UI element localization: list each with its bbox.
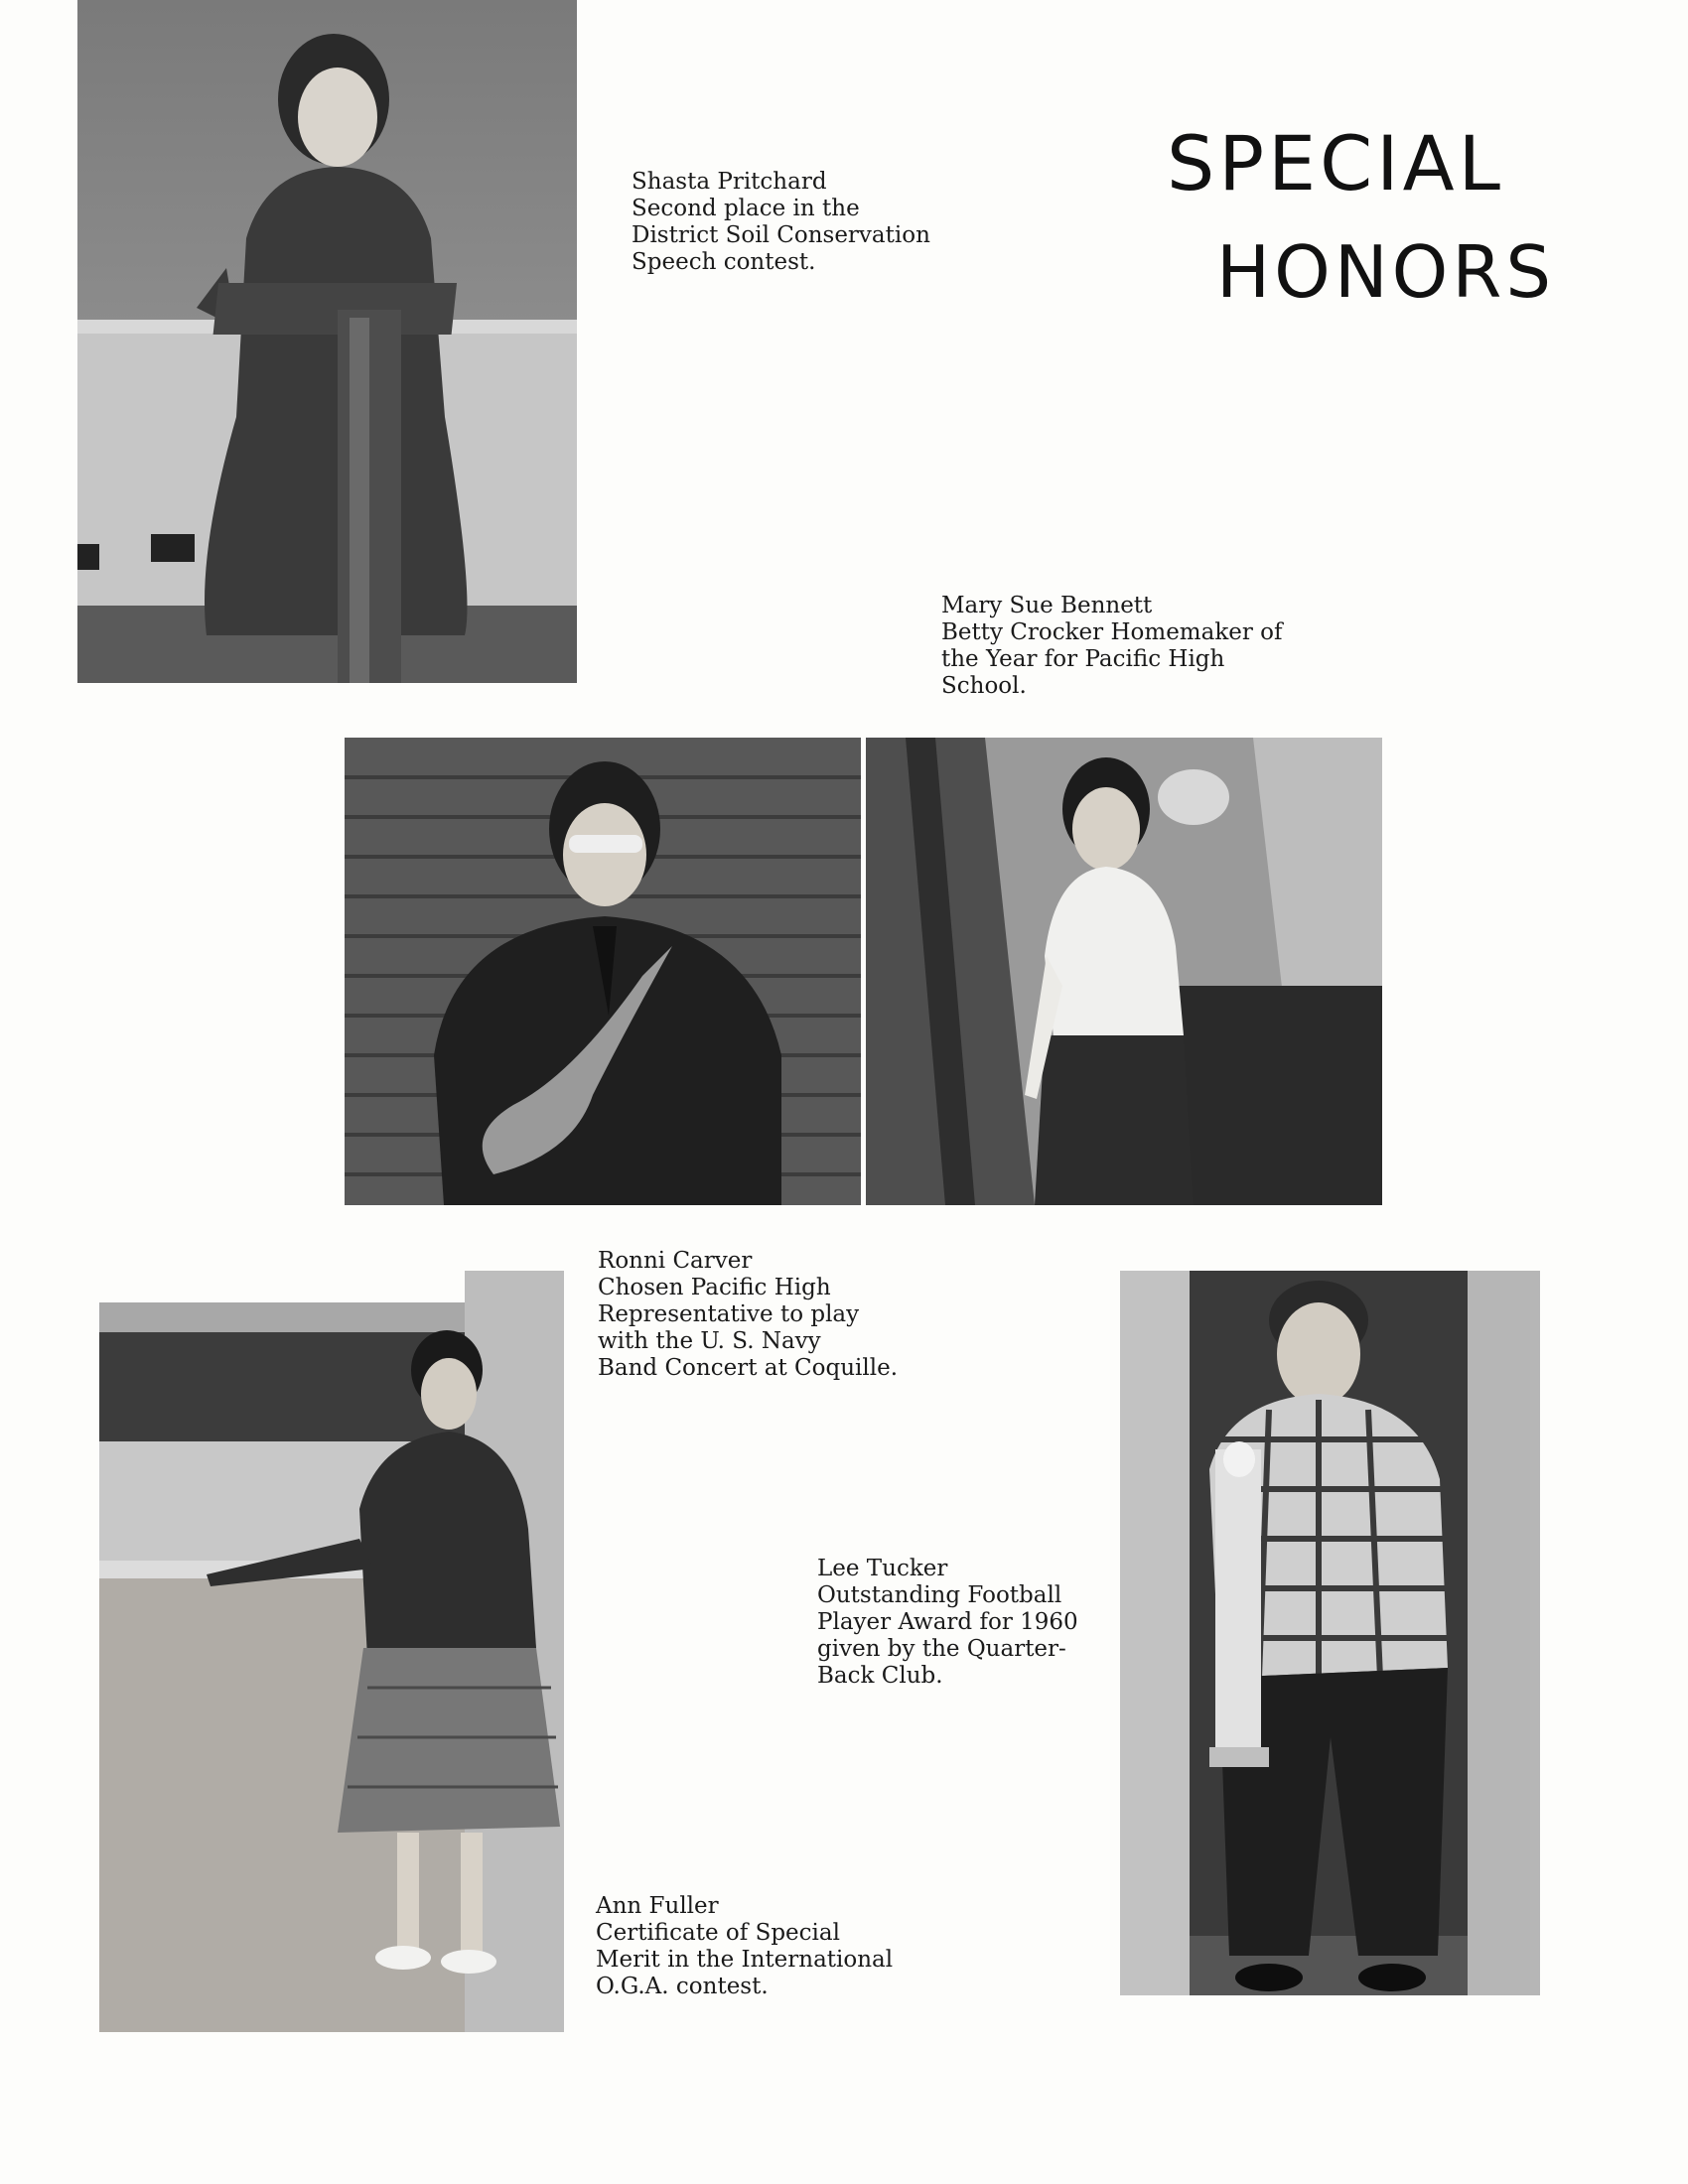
caption-name: Lee Tucker <box>817 1556 948 1581</box>
caption-text: Betty Crocker Homemaker of <box>941 619 1283 645</box>
caption-text: Chosen Pacific High <box>598 1275 831 1300</box>
photo-ann-fuller <box>99 1271 564 2032</box>
caption-text: Speech contest. <box>632 249 816 275</box>
caption-ronni-carver <box>598 1248 898 1382</box>
photo-shasta-pritchard <box>77 0 577 683</box>
caption-shasta-pritchard <box>632 169 930 276</box>
photo-lee-tucker <box>1120 1271 1540 1995</box>
caption-text: given by the Quarter- <box>817 1636 1066 1662</box>
caption-name: Shasta Pritchard <box>632 169 827 195</box>
caption-text: District Soil Conservation <box>632 222 930 248</box>
caption-text: Certificate of Special <box>596 1920 840 1946</box>
caption-text: Merit in the International <box>596 1947 894 1973</box>
caption-ann-fuller <box>596 1893 893 2000</box>
caption-text: Player Award for 1960 <box>817 1609 1078 1635</box>
caption-text: Second place in the <box>632 196 860 221</box>
photo-ronni-carver <box>345 738 861 1205</box>
caption-lee-tucker <box>817 1556 1078 1690</box>
caption-text: Representative to play <box>598 1301 860 1327</box>
caption-text: Back Club. <box>817 1663 943 1689</box>
caption-text: Outstanding Football <box>817 1582 1062 1608</box>
page-title-line-2: HONORS <box>1216 230 1556 314</box>
caption-text: O.G.A. contest. <box>596 1974 769 1999</box>
caption-name: Ann Fuller <box>596 1893 719 1919</box>
caption-mary-sue-bennett <box>941 593 1283 700</box>
caption-text: School. <box>941 673 1027 699</box>
caption-text: with the U. S. Navy <box>598 1328 821 1354</box>
caption-name: Ronni Carver <box>598 1248 753 1274</box>
caption-name: Mary Sue Bennett <box>941 593 1153 618</box>
caption-text: Band Concert at Coquille. <box>598 1355 898 1381</box>
photo-mary-sue-bennett <box>866 738 1382 1205</box>
caption-text: the Year for Pacific High <box>941 646 1225 672</box>
page-title-line-1: SPECIAL <box>1167 119 1504 207</box>
